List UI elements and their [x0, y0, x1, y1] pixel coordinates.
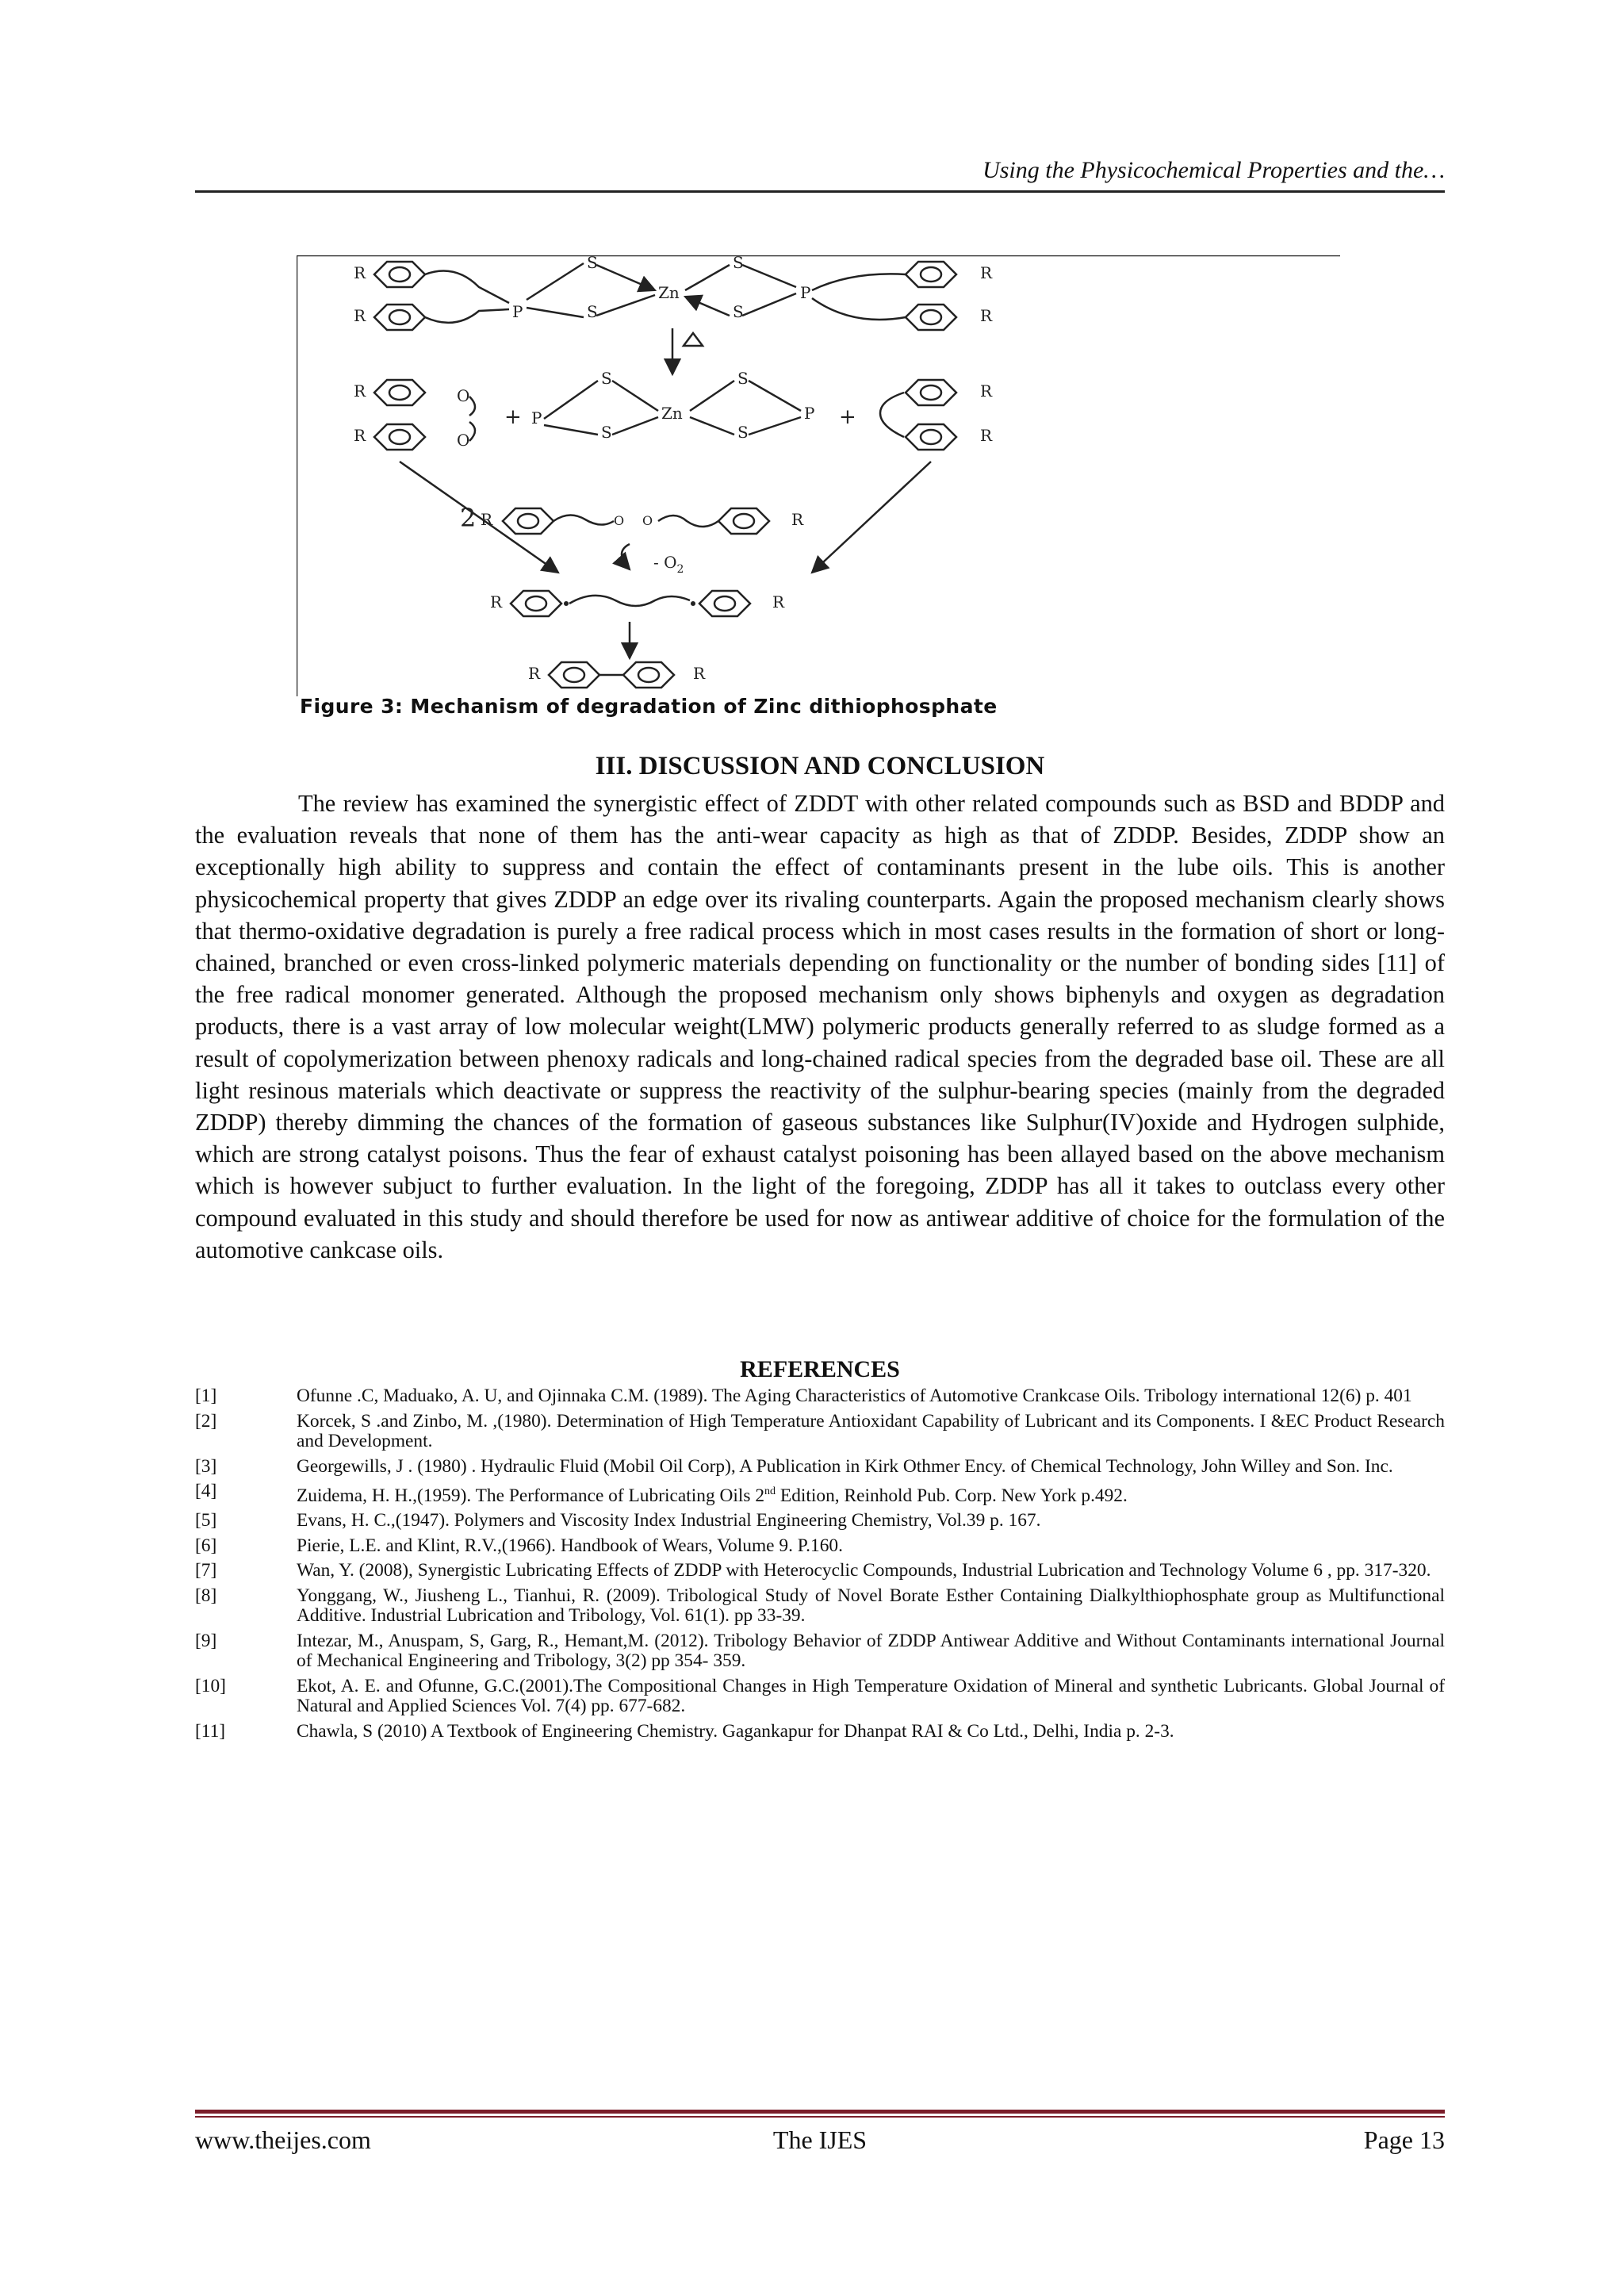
p-label: P	[800, 283, 811, 302]
r-label: R	[354, 426, 366, 445]
zddp-molecule	[354, 255, 993, 374]
biphenyl-product	[528, 662, 706, 688]
r-label: R	[772, 592, 785, 611]
r-label: R	[490, 592, 503, 611]
reference-number: [8]	[195, 1585, 217, 1606]
o-label: O	[457, 386, 470, 405]
footer-journal: The IJES	[772, 2125, 868, 2154]
reference-text: Zuidema, H. H.,(1959). The Performance of Lubricating Oils 2nd Edition, Reinhold Pub. Corp. New York p.492.	[297, 1485, 1128, 1506]
r-label: R	[528, 664, 541, 683]
s-label: S	[587, 255, 598, 272]
r-label: R	[354, 381, 366, 401]
r-label: R	[693, 664, 706, 683]
plus-sign: +	[504, 405, 522, 429]
reference-item	[195, 1677, 1445, 1717]
header-rule	[195, 190, 1445, 193]
s-label: S	[601, 369, 612, 388]
reference-number: [3]	[195, 1455, 217, 1477]
reference-text: Ofunne .C, Maduako, A. U, and Ojinnaka C.M. (1989). The Aging Characteristics of Automotive Crankcase Oils. Tribology international 12(6) p. 401	[297, 1386, 1412, 1406]
figure-caption: Figure 3: Mechanism of degradation of Zinc dithiophosphate	[300, 695, 998, 718]
footer-rule	[195, 2110, 1445, 2114]
reference-text: Georgewills, J . (1980) . Hydraulic Fluid (Mobil Oil Corp), A Publication in Kirk Othmer Ency. of Chemical Technology, John Willey and Son. Inc.	[297, 1455, 1393, 1477]
reference-text: Ekot, A. E. and Ofunne, G.C.(2001).The Compositional Changes in High Temperature Oxidation of Mineral and synthetic Lubricants. Global Journal of Natural and Applied Sciences Vol. 7(4) pp. 677-682.	[297, 1675, 1445, 1717]
reference-text: Wan, Y. (2008), Synergistic Lubricating Effects of ZDDP with Heterocyclic Compounds, Industrial Lubrication and Technology Volume 6 , pp. 317-320.	[297, 1560, 1431, 1581]
zn-label: Zn	[658, 283, 680, 302]
reference-item	[195, 1722, 1445, 1742]
reference-item	[195, 1386, 1445, 1407]
reference-item	[195, 1561, 1445, 1581]
reference-number: [1]	[195, 1386, 217, 1406]
section-title: III. DISCUSSION AND CONCLUSION	[595, 752, 1045, 780]
p-label: P	[512, 302, 523, 321]
o-label: O	[457, 431, 470, 450]
reference-number: [10]	[195, 1675, 226, 1696]
reference-text: Yonggang, W., Jiusheng L., Tianhui, R. (2009). Tribological Study of Novel Borate Esther Containing Dialkylthiophosphate group as Multifunctional Additive. Industrial Lubrication and Tribology, Vol. 61(1). pp 33-39.	[297, 1585, 1445, 1627]
r-label: R	[481, 510, 493, 529]
references-title: REFERENCES	[740, 1356, 900, 1382]
reference-number: [6]	[195, 1535, 217, 1556]
decomposition-fragments	[354, 369, 993, 573]
reference-item	[195, 1631, 1445, 1672]
coefficient-two: 2	[460, 503, 477, 533]
s-label: S	[737, 369, 749, 388]
reference-text: Korcek, S .and Zinbo, M. ,(1980). Determination of High Temperature Antioxidant Capability of Lubricant and its Components. I &EC Product Research and Development.	[297, 1410, 1445, 1451]
running-head: Using the Physicochemical Properties and the…	[982, 157, 1445, 183]
mechanism-diagram	[297, 255, 1340, 715]
reference-text: Pierie, L.E. and Klint, R.V.,(1966). Handbook of Wears, Volume 9. P.160.	[297, 1535, 843, 1556]
minus-o2-label: - $O_2$	[653, 553, 684, 576]
references-list	[195, 1386, 1445, 1746]
r-label: R	[980, 306, 993, 325]
discussion-paragraph: The review has examined the synergistic effect of ZDDT with other related compounds such as BSD and BDDP and the evaluation reveals that none of them has the anti-wear capacity as high as that of ZDDP. Besides, ZDDP show an exceptionally high ability to suppress and contain the effect of contaminants present in the lube oils. This is another physicochemical property that gives ZDDP an edge over its rivaling counterparts. Again the proposed mechanism clearly shows that thermo-oxidative degradation is purely a free radical process which in most cases results in the formation of short or long-chained, branched or even cross-linked polymeric materials depending on functionality or the number of bonding sides [11] of the free radical monomer generated. Although the proposed mechanism only shows biphenyls and oxygen as degradation products, there is a vast array of low molecular weight(LMW) polymeric products generally referred to as sludge formed as a result of copolymerization between phenoxy radicals and long-chained radical species from the degraded base oil. These are all light resinous materials which deactivate or suppress the reactivity of the sulphur-bearing species (mainly from the degraded ZDDP) thereby dimming the chances of the formation of gaseous substances like Sulphur(IV)oxide and Hydrogen sulphide, which are strong catalyst poisons. Thus the fear of exhaust catalyst poisoning has been allayed based on the above mechanism which is however subjuct to further evaluation. In the light of the foregoing, ZDDP has all it takes to outclass every other compound evaluated in this study and should therefore be used for now as antiwear additive of choice for the formulation of the automotive cankcase oils.	[195, 790, 1445, 1263]
reference-item	[195, 1511, 1445, 1531]
reference-number: [9]	[195, 1630, 217, 1651]
reference-number: [5]	[195, 1510, 217, 1531]
r-label: R	[980, 263, 993, 282]
s-label: S	[733, 255, 744, 272]
reference-number: [7]	[195, 1560, 217, 1581]
plus-sign: +	[839, 405, 856, 429]
s-label: S	[737, 423, 749, 442]
p-label: P	[804, 404, 815, 423]
reference-item	[195, 1481, 1445, 1506]
o-label: O	[642, 513, 653, 528]
reference-item	[195, 1412, 1445, 1452]
r-label: R	[980, 426, 993, 445]
phenyl-radicals	[490, 591, 785, 658]
mechanism-figure	[297, 255, 1340, 715]
zn-label: Zn	[661, 404, 683, 423]
reference-item	[195, 1457, 1445, 1478]
reference-text: Intezar, M., Anuspam, S, Garg, R., Hemant,M. (2012). Tribology Behavior of ZDDP Antiwear Additive and Without Contaminants international Journal of Mechanical Engineering and Tribology, 3(2) pp 354- 359.	[297, 1630, 1445, 1672]
reference-item	[195, 1536, 1445, 1557]
footer-rule	[195, 2116, 1445, 2118]
reference-text: Evans, H. C.,(1947). Polymers and Viscosity Index Industrial Engineering Chemistry, Vol.39 p. 167.	[297, 1510, 1041, 1531]
r-label: R	[354, 263, 366, 282]
reference-number: [2]	[195, 1410, 217, 1432]
p-label: P	[531, 408, 542, 427]
s-label: S	[601, 423, 612, 442]
r-label: R	[980, 381, 993, 401]
o-label: O	[614, 513, 625, 528]
reference-text: Chawla, S (2010) A Textbook of Engineering Chemistry. Gagankapur for Dhanpat RAI & Co Ltd., Delhi, India p. 2-3.	[297, 1720, 1174, 1742]
r-label: R	[354, 306, 366, 325]
reference-number: [4]	[195, 1481, 217, 1501]
page-number: Page 13	[1363, 2125, 1445, 2154]
s-label: S	[733, 302, 744, 321]
s-label: S	[587, 302, 598, 321]
reference-item	[195, 1586, 1445, 1627]
reference-number: [11]	[195, 1720, 226, 1742]
footer-website[interactable]: www.theijes.com	[195, 2125, 371, 2154]
r-label: R	[791, 510, 804, 529]
